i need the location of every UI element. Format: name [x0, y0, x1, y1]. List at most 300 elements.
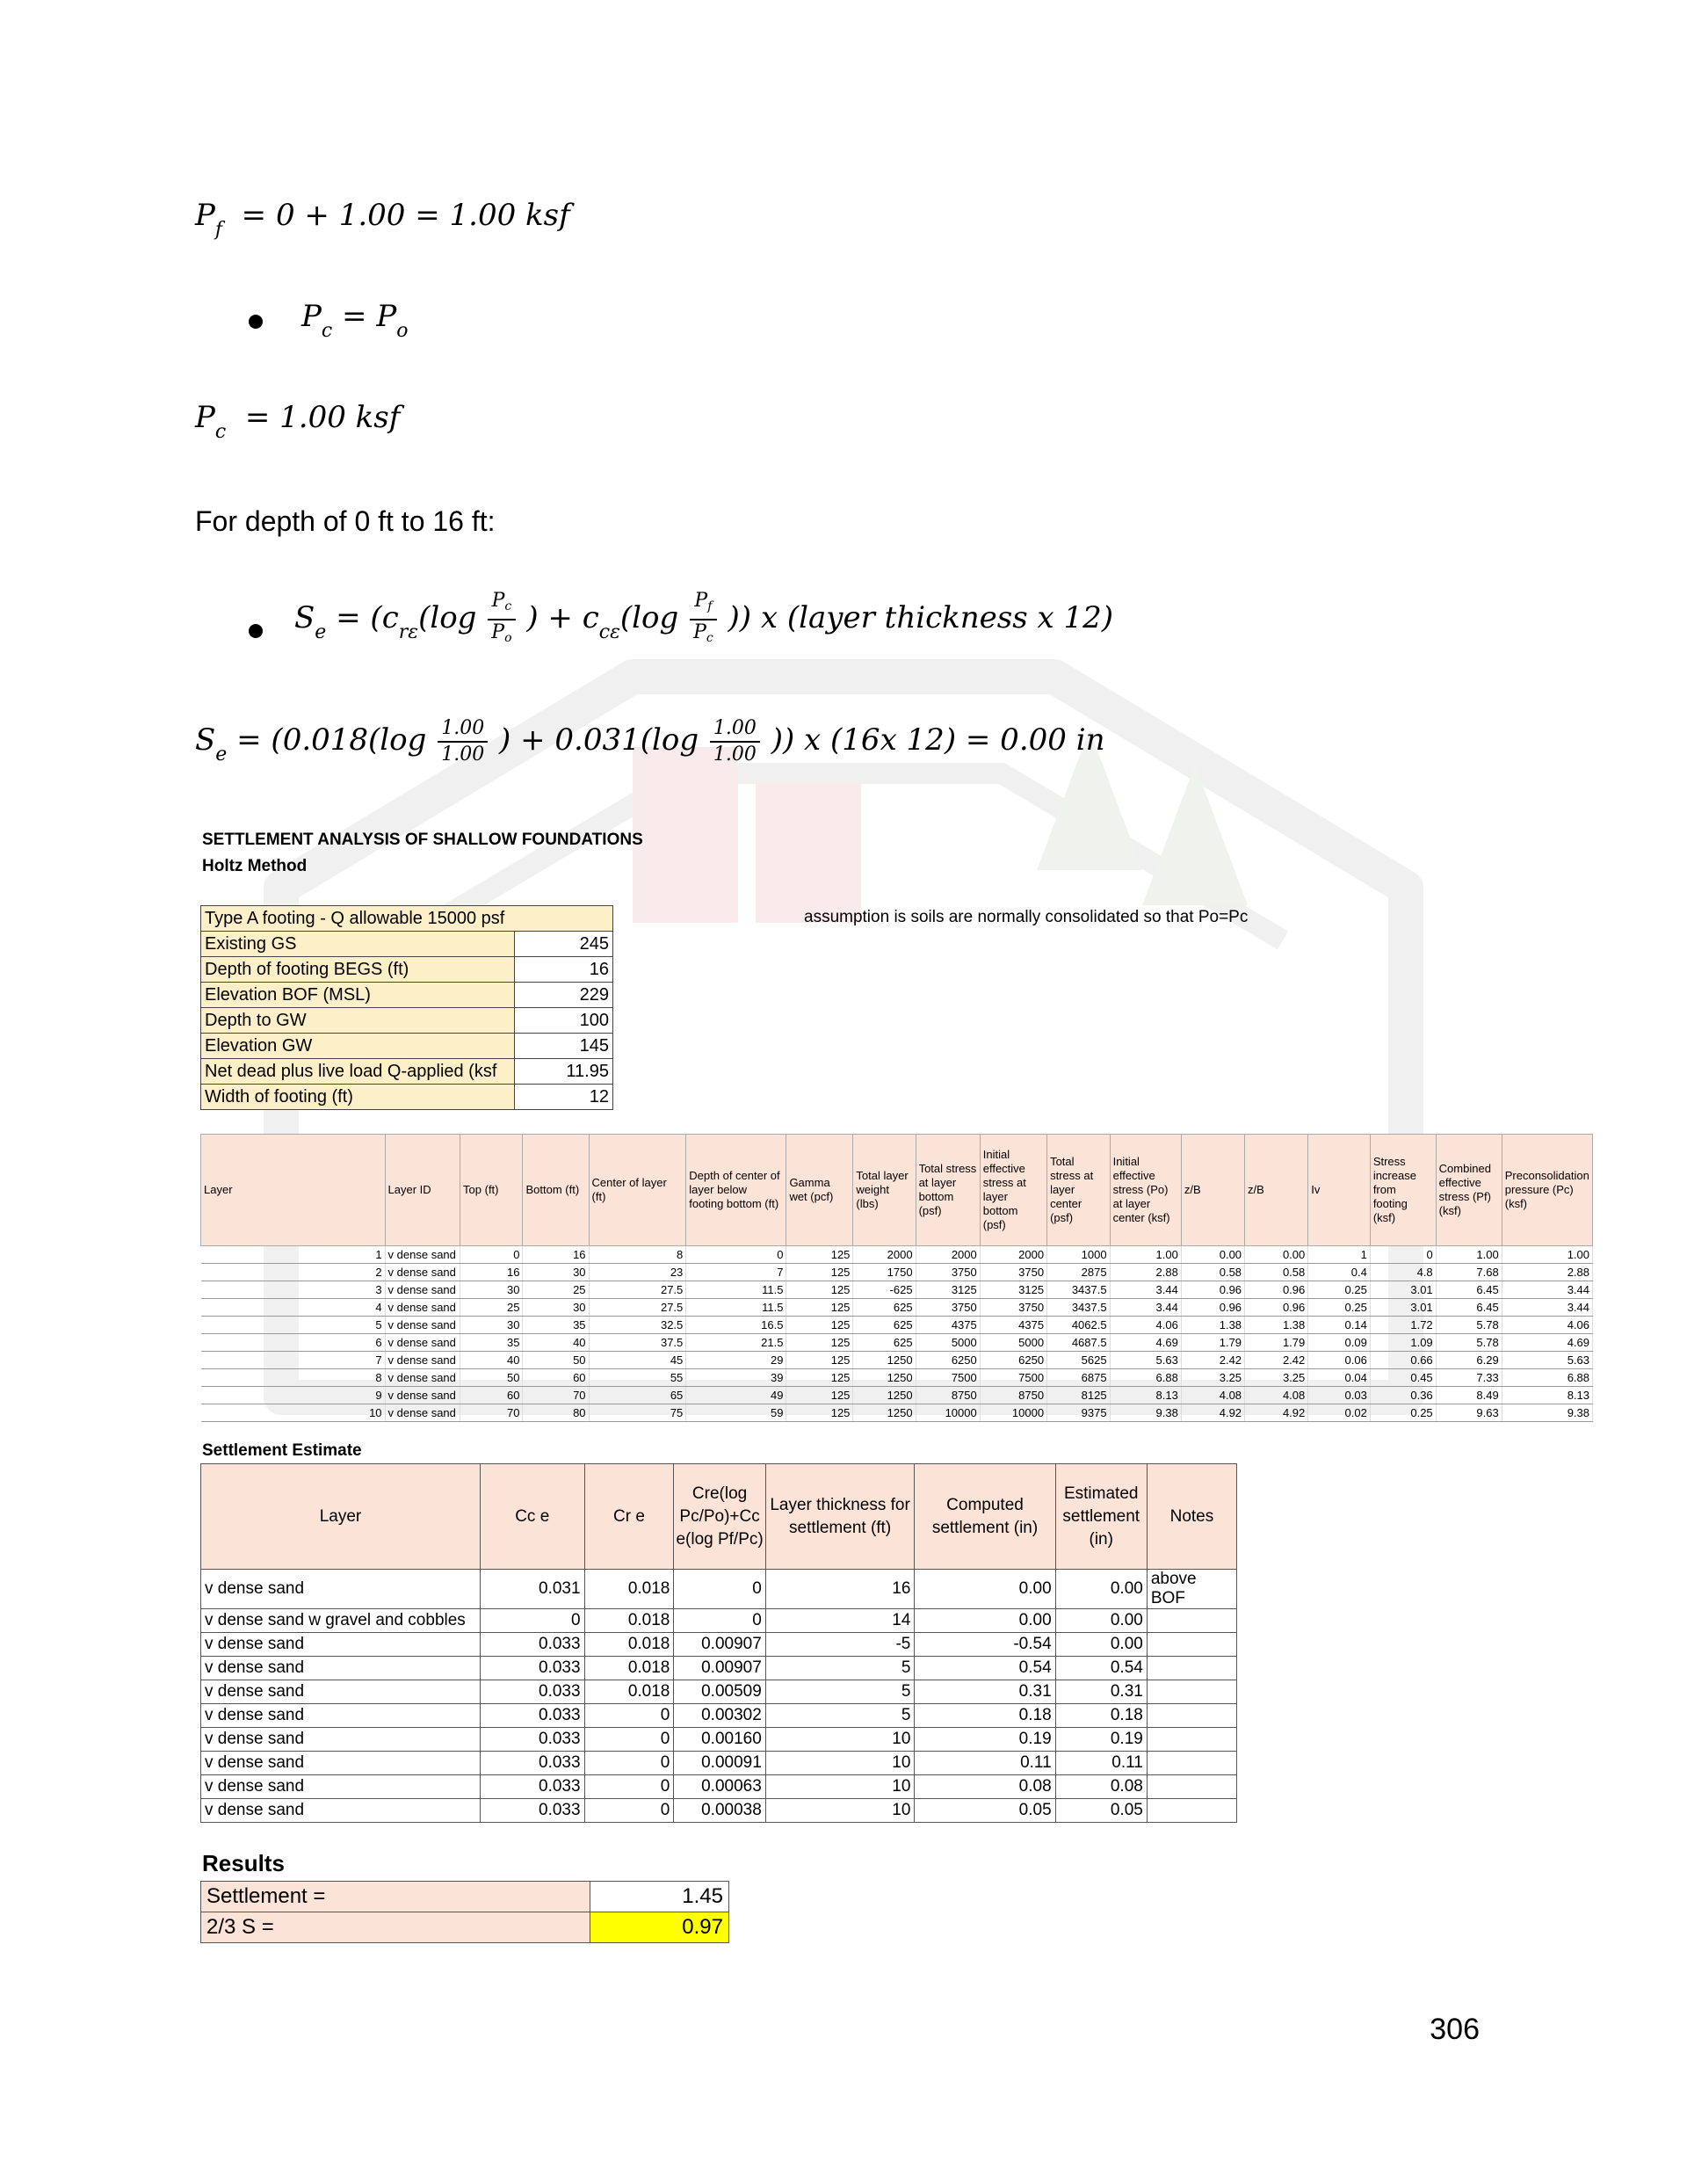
estimate-row — [201, 1752, 1237, 1775]
layer-cell: 1.38 — [1245, 1317, 1308, 1334]
layer-cell: 30 — [460, 1281, 523, 1299]
estimate-cell: 0.033 — [480, 1799, 584, 1823]
input-value: 16 — [515, 957, 613, 983]
estimate-column-header: Cc e — [480, 1464, 584, 1570]
estimate-cell: v dense sand — [201, 1704, 481, 1728]
layer-cell: 3437.5 — [1047, 1281, 1111, 1299]
layer-cell: 10000 — [916, 1404, 980, 1422]
estimate-cell: 10 — [765, 1752, 915, 1775]
input-value: 229 — [515, 983, 613, 1008]
layer-cell: v dense sand — [385, 1246, 460, 1264]
layer-cell: 0 — [686, 1246, 786, 1264]
layer-cell: 25 — [460, 1299, 523, 1317]
estimate-row — [201, 1728, 1237, 1752]
layer-cell: 125 — [786, 1404, 853, 1422]
layer-cell: 4.06 — [1502, 1317, 1592, 1334]
inputs-table — [200, 905, 613, 1110]
layer-cell: 6250 — [916, 1352, 980, 1369]
input-row — [201, 983, 613, 1008]
layer-cell: 16.5 — [686, 1317, 786, 1334]
layer-cell: 45 — [589, 1352, 686, 1369]
layer-cell: 3.44 — [1502, 1281, 1592, 1299]
input-row — [201, 932, 613, 957]
estimate-cell — [1147, 1609, 1236, 1633]
depth-paragraph: For depth of 0 ft to 16 ft: — [195, 505, 496, 537]
layer-cell: 0.58 — [1181, 1264, 1244, 1281]
layer-cell: 40 — [460, 1352, 523, 1369]
layer-column-header: Initial effective stress at layer bottom (psf) — [980, 1135, 1046, 1246]
layer-cell: 0.06 — [1308, 1352, 1371, 1369]
estimate-column-header: Layer — [201, 1464, 481, 1570]
layer-cell: 3125 — [980, 1281, 1046, 1299]
layer-cell: 70 — [460, 1404, 523, 1422]
layer-cell: 3750 — [916, 1264, 980, 1281]
layer-cell: 6.88 — [1110, 1369, 1181, 1387]
estimate-cell: 0 — [480, 1609, 584, 1633]
input-label: Elevation BOF (MSL) — [201, 983, 515, 1008]
estimate-cell — [1147, 1728, 1236, 1752]
layer-cell: 5625 — [1047, 1352, 1111, 1369]
layer-cell: 8.13 — [1502, 1387, 1592, 1404]
layer-cell: v dense sand — [385, 1299, 460, 1317]
layer-cell: 7.68 — [1436, 1264, 1502, 1281]
layer-cell: 1250 — [853, 1369, 916, 1387]
fraction-pc-po: $\frac{P_c}{P_o}$ — [488, 589, 515, 650]
estimate-cell: 0.018 — [584, 1680, 674, 1704]
input-value: 245 — [515, 932, 613, 957]
layer-cell: 3 — [201, 1281, 386, 1299]
layer-cell: 29 — [686, 1352, 786, 1369]
estimate-cell: v dense sand — [201, 1775, 481, 1799]
layer-cell: 6875 — [1047, 1369, 1111, 1387]
estimate-cell: 0 — [584, 1728, 674, 1752]
layer-cell: v dense sand — [385, 1369, 460, 1387]
estimate-cell: 16 — [765, 1570, 915, 1609]
layer-column-header: Combined effective stress (Pf) (ksf) — [1436, 1135, 1502, 1246]
estimate-cell: 0 — [584, 1775, 674, 1799]
layer-cell: 5.78 — [1436, 1334, 1502, 1352]
layer-cell: v dense sand — [385, 1387, 460, 1404]
layer-cell: 1.72 — [1370, 1317, 1436, 1334]
estimate-cell: above BOF — [1147, 1570, 1236, 1609]
layer-cell: 0.25 — [1308, 1281, 1371, 1299]
layer-row — [201, 1369, 1593, 1387]
layer-cell: 0.4 — [1308, 1264, 1371, 1281]
layer-cell: 1.00 — [1110, 1246, 1181, 1264]
layer-cell: 16 — [460, 1264, 523, 1281]
layer-cell: 3750 — [980, 1299, 1046, 1317]
layer-cell: 9.63 — [1436, 1404, 1502, 1422]
layer-cell: 625 — [853, 1299, 916, 1317]
layer-cell: 10000 — [980, 1404, 1046, 1422]
layer-cell: 2000 — [916, 1246, 980, 1264]
estimate-cell — [1147, 1704, 1236, 1728]
layer-cell: 35 — [523, 1317, 589, 1334]
layer-table — [200, 1134, 1593, 1422]
estimate-cell: v dense sand — [201, 1752, 481, 1775]
estimate-cell: 0.00091 — [674, 1752, 765, 1775]
layer-column-header: Gamma wet (pcf) — [786, 1135, 853, 1246]
sheet-subtitle: Holtz Method — [202, 857, 308, 875]
sheet-title: SETTLEMENT ANALYSIS OF SHALLOW FOUNDATIONS — [202, 831, 643, 849]
layer-cell: 60 — [523, 1369, 589, 1387]
estimate-cell: 0.00 — [1055, 1570, 1147, 1609]
layer-cell: 30 — [523, 1264, 589, 1281]
layer-cell: 6 — [201, 1334, 386, 1352]
estimate-column-header: Cr e — [584, 1464, 674, 1570]
layer-cell: v dense sand — [385, 1281, 460, 1299]
layer-cell: 8750 — [980, 1387, 1046, 1404]
result-label: Settlement = — [201, 1882, 590, 1912]
layer-cell: 23 — [589, 1264, 686, 1281]
layer-cell: 39 — [686, 1369, 786, 1387]
layer-cell: v dense sand — [385, 1264, 460, 1281]
estimate-cell: v dense sand — [201, 1799, 481, 1823]
estimate-cell: -5 — [765, 1633, 915, 1657]
estimate-cell: 0.08 — [1055, 1775, 1147, 1799]
layer-cell: 5000 — [916, 1334, 980, 1352]
layer-cell: 60 — [460, 1387, 523, 1404]
estimate-cell: 0.00063 — [674, 1775, 765, 1799]
layer-cell: 3.44 — [1110, 1299, 1181, 1317]
layer-cell: 3750 — [916, 1299, 980, 1317]
layer-cell: 2.88 — [1502, 1264, 1592, 1281]
estimate-cell: 0 — [674, 1609, 765, 1633]
layer-column-header: Stress increase from footing (ksf) — [1370, 1135, 1436, 1246]
estimate-row — [201, 1657, 1237, 1680]
estimate-row — [201, 1799, 1237, 1823]
layer-cell: 4.69 — [1110, 1334, 1181, 1352]
layer-cell: 3.44 — [1110, 1281, 1181, 1299]
input-row — [201, 1059, 613, 1085]
layer-cell: 125 — [786, 1281, 853, 1299]
layer-cell: 1 — [201, 1246, 386, 1264]
layer-cell: 125 — [786, 1387, 853, 1404]
layer-cell: 37.5 — [589, 1334, 686, 1352]
layer-column-header: Preconsolidation pressure (Pc) (ksf) — [1502, 1135, 1592, 1246]
fraction-ratio-1: $\frac{1.00}{1.00}$ — [438, 716, 488, 767]
layer-column-header: Layer ID — [385, 1135, 460, 1246]
estimate-cell: 0.033 — [480, 1680, 584, 1704]
layer-cell: 0.25 — [1370, 1404, 1436, 1422]
layer-cell: 4687.5 — [1047, 1334, 1111, 1352]
layer-cell: 9 — [201, 1387, 386, 1404]
equation-pf: $P_f = 0 + 1.00 = 1.00$ ksf — [195, 198, 570, 241]
layer-cell: 125 — [786, 1369, 853, 1387]
layer-cell: 50 — [523, 1352, 589, 1369]
layer-cell: v dense sand — [385, 1352, 460, 1369]
equation-se-value: $S_e = (0.018(\log$ $\frac{1.00}{1.00}$ ) + 0.031(log $\frac{1.00}{1.00}$ )) x (16x 12) = 0.00 in — [195, 717, 1105, 765]
input-label: Elevation GW — [201, 1034, 515, 1059]
layer-cell: 125 — [786, 1317, 853, 1334]
layer-cell: 0.14 — [1308, 1317, 1371, 1334]
estimate-cell: 0.018 — [584, 1657, 674, 1680]
input-label: Depth to GW — [201, 1008, 515, 1034]
layer-cell: 25 — [523, 1281, 589, 1299]
layer-cell: 125 — [786, 1264, 853, 1281]
fraction-pf-pc: $\frac{P_f}{P_c}$ — [690, 589, 717, 650]
estimate-cell: 10 — [765, 1799, 915, 1823]
estimate-column-header: Cre(log Pc/Po)+Cc e(log Pf/Pc) — [674, 1464, 765, 1570]
result-label: 2/3 S = — [201, 1912, 590, 1943]
layer-cell: 32.5 — [589, 1317, 686, 1334]
estimate-cell: v dense sand — [201, 1657, 481, 1680]
estimate-cell: 0.031 — [480, 1570, 584, 1609]
layer-cell: 3.44 — [1502, 1299, 1592, 1317]
layer-cell: 5.63 — [1110, 1352, 1181, 1369]
layer-row — [201, 1246, 1593, 1264]
estimate-cell: 0.033 — [480, 1657, 584, 1680]
layer-cell: 7 — [201, 1352, 386, 1369]
estimate-cell: 0.018 — [584, 1570, 674, 1609]
estimate-cell: 0.00 — [915, 1609, 1055, 1633]
layer-cell: 0.96 — [1245, 1299, 1308, 1317]
layer-cell: 6.88 — [1502, 1369, 1592, 1387]
estimate-cell — [1147, 1680, 1236, 1704]
layer-column-header: Total layer weight (lbs) — [853, 1135, 916, 1246]
input-value: 12 — [515, 1085, 613, 1110]
layer-cell: 3125 — [916, 1281, 980, 1299]
estimate-cell: 0.033 — [480, 1775, 584, 1799]
estimate-row — [201, 1633, 1237, 1657]
estimate-cell: 0.11 — [1055, 1752, 1147, 1775]
layer-cell: 5 — [201, 1317, 386, 1334]
layer-cell: 55 — [589, 1369, 686, 1387]
input-label: Existing GS — [201, 932, 515, 957]
layer-column-header: Layer — [201, 1135, 386, 1246]
layer-cell: 1 — [1308, 1246, 1371, 1264]
estimate-cell: v dense sand — [201, 1680, 481, 1704]
estimate-cell: 5 — [765, 1704, 915, 1728]
layer-cell: 49 — [686, 1387, 786, 1404]
layer-column-header: Top (ft) — [460, 1135, 523, 1246]
layer-cell: 30 — [523, 1299, 589, 1317]
estimate-cell — [1147, 1633, 1236, 1657]
estimate-cell: 5 — [765, 1680, 915, 1704]
layer-column-header: Iv — [1308, 1135, 1371, 1246]
layer-cell: 3437.5 — [1047, 1299, 1111, 1317]
layer-cell: 0 — [1370, 1246, 1436, 1264]
layer-row — [201, 1264, 1593, 1281]
estimate-row — [201, 1680, 1237, 1704]
estimate-cell: 0.00509 — [674, 1680, 765, 1704]
estimate-cell: 0.05 — [1055, 1799, 1147, 1823]
result-row — [201, 1882, 729, 1912]
estimate-cell: 0.00 — [1055, 1633, 1147, 1657]
layer-cell: 3.01 — [1370, 1299, 1436, 1317]
layer-cell: 30 — [460, 1317, 523, 1334]
layer-cell: 0 — [460, 1246, 523, 1264]
layer-cell: 1.79 — [1181, 1334, 1244, 1352]
estimate-cell — [1147, 1752, 1236, 1775]
layer-row — [201, 1404, 1593, 1422]
estimate-cell: 0.00907 — [674, 1633, 765, 1657]
estimate-cell: 0.31 — [915, 1680, 1055, 1704]
layer-cell: 1250 — [853, 1404, 916, 1422]
estimate-cell: 0.018 — [584, 1633, 674, 1657]
estimate-cell: 0.00160 — [674, 1728, 765, 1752]
layer-cell: 40 — [523, 1334, 589, 1352]
layer-cell: 1000 — [1047, 1246, 1111, 1264]
layer-cell: 11.5 — [686, 1299, 786, 1317]
estimate-row — [201, 1775, 1237, 1799]
layer-cell: 1.00 — [1502, 1246, 1592, 1264]
layer-cell: v dense sand — [385, 1404, 460, 1422]
estimate-cell: v dense sand — [201, 1633, 481, 1657]
layer-cell: 625 — [853, 1334, 916, 1352]
results-table — [200, 1881, 729, 1943]
layer-cell: 2875 — [1047, 1264, 1111, 1281]
estimate-cell — [1147, 1775, 1236, 1799]
layer-cell: 4.92 — [1245, 1404, 1308, 1422]
layer-cell: 6250 — [980, 1352, 1046, 1369]
layer-cell: 2.42 — [1181, 1352, 1244, 1369]
layer-cell: 5.63 — [1502, 1352, 1592, 1369]
layer-row — [201, 1299, 1593, 1317]
estimate-cell: v dense sand w gravel and cobbles — [201, 1609, 481, 1633]
layer-cell: 9.38 — [1110, 1404, 1181, 1422]
layer-cell: 0.96 — [1181, 1281, 1244, 1299]
estimate-cell: 10 — [765, 1728, 915, 1752]
layer-cell: 80 — [523, 1404, 589, 1422]
estimate-cell: 0 — [584, 1704, 674, 1728]
estimate-cell: 0.18 — [915, 1704, 1055, 1728]
layer-cell: 0.09 — [1308, 1334, 1371, 1352]
layer-cell: 1.00 — [1436, 1246, 1502, 1264]
layer-cell: 35 — [460, 1334, 523, 1352]
layer-cell: 2.88 — [1110, 1264, 1181, 1281]
layer-cell: 2000 — [853, 1246, 916, 1264]
layer-cell: 1750 — [853, 1264, 916, 1281]
layer-cell: 1.79 — [1245, 1334, 1308, 1352]
layer-cell: 4.8 — [1370, 1264, 1436, 1281]
fraction-ratio-2: $\frac{1.00}{1.00}$ — [710, 716, 760, 767]
layer-cell: 1250 — [853, 1387, 916, 1404]
layer-cell: 3.25 — [1181, 1369, 1244, 1387]
layer-cell: -625 — [853, 1281, 916, 1299]
estimate-table — [200, 1463, 1237, 1823]
estimate-cell: 0 — [674, 1570, 765, 1609]
layer-row — [201, 1352, 1593, 1369]
layer-row — [201, 1334, 1593, 1352]
layer-cell: 1.38 — [1181, 1317, 1244, 1334]
estimate-cell: v dense sand — [201, 1570, 481, 1609]
layer-cell: 5000 — [980, 1334, 1046, 1352]
layer-cell: 8 — [201, 1369, 386, 1387]
layer-cell: 8125 — [1047, 1387, 1111, 1404]
layer-cell: 8.13 — [1110, 1387, 1181, 1404]
layer-cell: 625 — [853, 1317, 916, 1334]
layer-cell: 4375 — [980, 1317, 1046, 1334]
bullet — [249, 624, 263, 638]
layer-cell: 27.5 — [589, 1281, 686, 1299]
layer-cell: 9.38 — [1502, 1404, 1592, 1422]
layer-cell: 4.06 — [1110, 1317, 1181, 1334]
layer-cell: 3.01 — [1370, 1281, 1436, 1299]
layer-cell: 1250 — [853, 1352, 916, 1369]
layer-cell: 0.96 — [1245, 1281, 1308, 1299]
estimate-cell: 0.54 — [1055, 1657, 1147, 1680]
layer-cell: 0.03 — [1308, 1387, 1371, 1404]
layer-cell: 0.00 — [1181, 1246, 1244, 1264]
equation-pc-value: $P_c = 1.00$ ksf — [195, 400, 401, 443]
layer-cell: 0.96 — [1181, 1299, 1244, 1317]
layer-cell: 5.78 — [1436, 1317, 1502, 1334]
layer-cell: 7.33 — [1436, 1369, 1502, 1387]
bullet — [249, 315, 263, 329]
layer-cell: 0.66 — [1370, 1352, 1436, 1369]
layer-cell: 0.36 — [1370, 1387, 1436, 1404]
estimate-cell: 0.00302 — [674, 1704, 765, 1728]
layer-cell: 4.08 — [1181, 1387, 1244, 1404]
equation-pc-po: $P_c = P_o$ — [301, 299, 409, 342]
layer-cell: 11.5 — [686, 1281, 786, 1299]
layer-cell: 125 — [786, 1352, 853, 1369]
estimate-column-header: Notes — [1147, 1464, 1236, 1570]
estimate-cell: 0 — [584, 1752, 674, 1775]
layer-cell: 8 — [589, 1246, 686, 1264]
estimate-cell: 0 — [584, 1799, 674, 1823]
layer-cell: 50 — [460, 1369, 523, 1387]
layer-column-header: z/B — [1245, 1135, 1308, 1246]
layer-cell: 6.29 — [1436, 1352, 1502, 1369]
layer-cell: 27.5 — [589, 1299, 686, 1317]
layer-cell: 7500 — [916, 1369, 980, 1387]
layer-cell: 4062.5 — [1047, 1317, 1111, 1334]
estimate-row — [201, 1704, 1237, 1728]
estimate-cell: 0.11 — [915, 1752, 1055, 1775]
layer-cell: v dense sand — [385, 1334, 460, 1352]
equation-se-formula: $S_e = (c_{r\varepsilon}(\log$ $\frac{P_c}{P_o}$ ) + $c_{c\varepsilon}(\log$ $\frac{P_f}{P_c}$ )) x (layer thickness x 12) — [294, 589, 1113, 650]
estimate-cell: 0.00 — [1055, 1609, 1147, 1633]
estimate-cell: 0.54 — [915, 1657, 1055, 1680]
input-label: Width of footing (ft) — [201, 1085, 515, 1110]
layer-cell: 1.09 — [1370, 1334, 1436, 1352]
layer-cell: 125 — [786, 1246, 853, 1264]
layer-cell: 125 — [786, 1299, 853, 1317]
result-row — [201, 1912, 729, 1943]
layer-cell: 10 — [201, 1404, 386, 1422]
estimate-column-header: Layer thickness for settlement (ft) — [765, 1464, 915, 1570]
input-row — [201, 957, 613, 983]
layer-column-header: Total stress at layer bottom (psf) — [916, 1135, 980, 1246]
input-row — [201, 1008, 613, 1034]
layer-cell: 0.25 — [1308, 1299, 1371, 1317]
estimate-cell: 0.19 — [1055, 1728, 1147, 1752]
layer-column-header: Center of layer (ft) — [589, 1135, 686, 1246]
layer-cell: 70 — [523, 1387, 589, 1404]
estimate-row — [201, 1609, 1237, 1633]
estimate-cell: 0.18 — [1055, 1704, 1147, 1728]
layer-cell: 9375 — [1047, 1404, 1111, 1422]
estimate-cell — [1147, 1657, 1236, 1680]
layer-cell: 2 — [201, 1264, 386, 1281]
estimate-cell: 5 — [765, 1657, 915, 1680]
layer-cell: 8750 — [916, 1387, 980, 1404]
inputs-header: Type A footing - Q allowable 15000 psf — [201, 906, 613, 932]
estimate-cell: 0.018 — [584, 1609, 674, 1633]
estimate-cell: 14 — [765, 1609, 915, 1633]
layer-cell: 8.49 — [1436, 1387, 1502, 1404]
layer-cell: 0.45 — [1370, 1369, 1436, 1387]
estimate-cell: 0.033 — [480, 1704, 584, 1728]
layer-cell: 4.08 — [1245, 1387, 1308, 1404]
layer-cell: 2.42 — [1245, 1352, 1308, 1369]
result-value: 1.45 — [590, 1882, 729, 1912]
layer-row — [201, 1387, 1593, 1404]
layer-cell: 7 — [686, 1264, 786, 1281]
layer-cell: 4375 — [916, 1317, 980, 1334]
